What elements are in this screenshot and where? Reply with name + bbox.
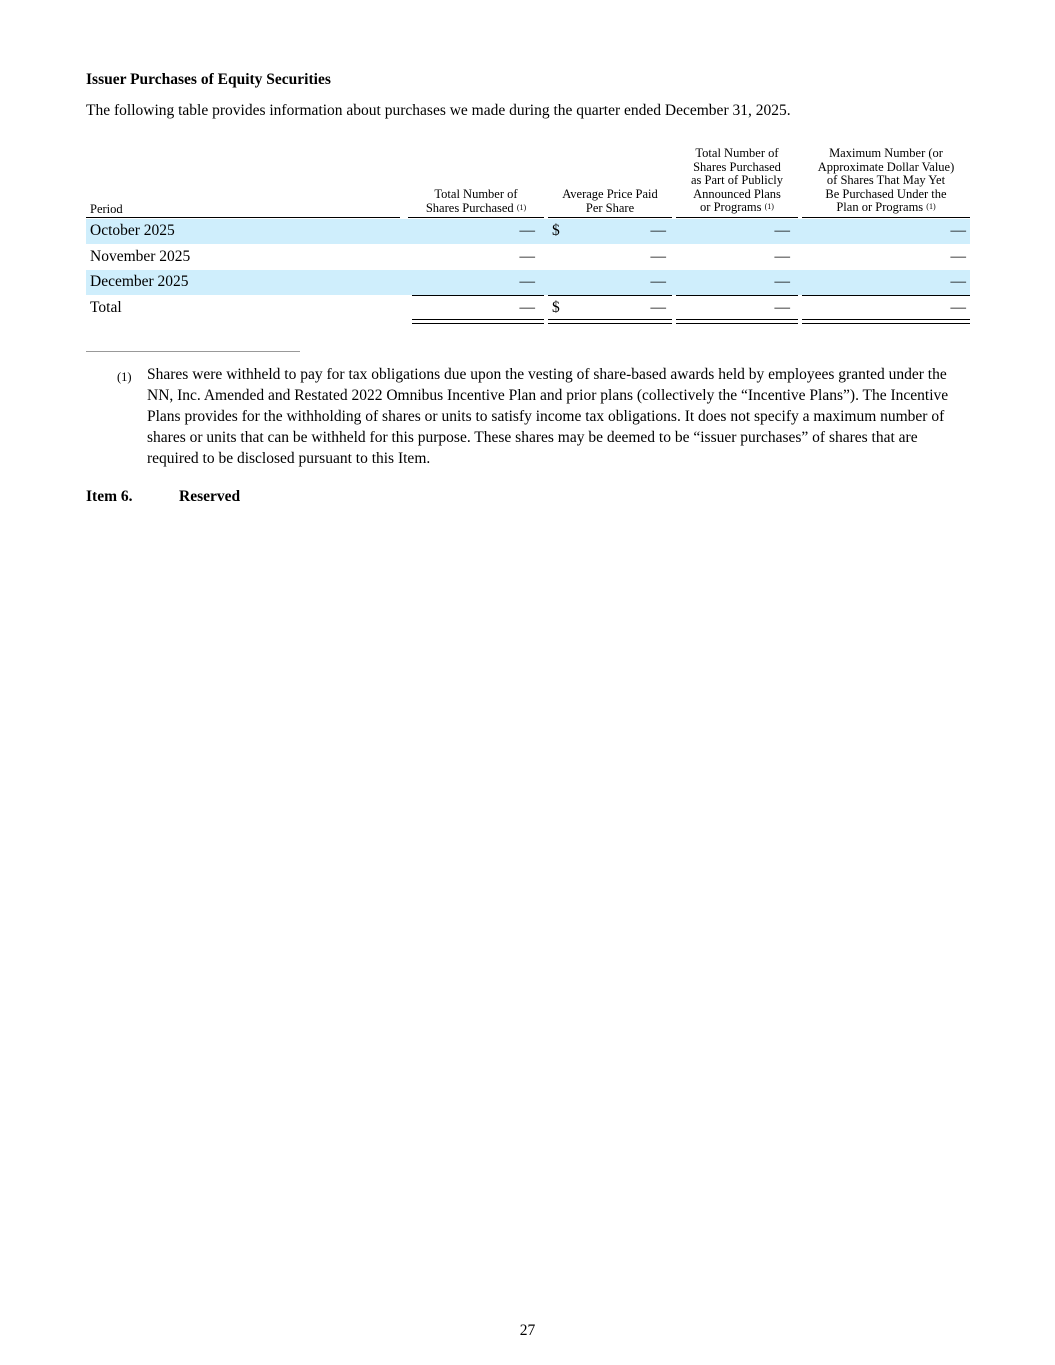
footnote-ref: (1) [926,202,936,211]
table-row [86,245,970,270]
cell-max-number: — [950,299,966,316]
section-heading: Issuer Purchases of Equity Securities [86,71,331,88]
cell-total-shares: — [519,273,535,290]
header-rule [802,217,970,218]
cell-public-plans: — [774,222,790,239]
header-rule [408,217,544,218]
header-rule [86,217,400,218]
table-row-total [86,296,970,321]
purchases-table [86,146,970,326]
row-period: October 2025 [90,222,175,239]
cell-avg-price: — [650,299,666,316]
total-double-rule [548,319,672,324]
item-title: Reserved [179,488,241,505]
cell-public-plans: — [774,248,790,265]
cell-total-shares: — [519,299,535,316]
cell-max-number: — [950,273,966,290]
header-rule [676,217,798,218]
cell-currency: $ [552,299,560,316]
header-period: Period [90,201,123,216]
cell-total-shares: — [519,222,535,239]
page-number: 27 [519,1322,536,1339]
cell-avg-price: — [650,222,666,239]
header-total-shares: Total Number of Shares Purchased $^{(1)}$ [425,187,527,215]
cell-total-shares: — [519,248,535,265]
footnote-separator [86,351,300,352]
header-max-number: Maximum Number (or Approximate Dollar Value) of Shares That May Yet Be Purchased Under the Plan or Programs $^{(1)}$ [817,146,955,214]
row-period: Total [90,299,122,316]
total-double-rule [676,319,798,324]
table-row [86,219,970,244]
cell-public-plans: — [774,273,790,290]
footnote-number: (1) [117,370,132,384]
cell-currency: $ [552,222,560,239]
cell-max-number: — [950,222,966,239]
cell-avg-price: — [650,273,666,290]
cell-max-number: — [950,248,966,265]
header-public-plans: Total Number of Shares Purchased as Part of Publicly Announced Plans or Programs $^{(1)}$ [690,146,783,214]
footnote-ref: (1) [764,202,774,211]
item6-heading [86,488,241,506]
footnote-text: Shares were withheld to pay for tax obligations due upon the vesting of share-based awards held by employees granted under the NN, Inc. Amended and Restated 2022 Omnibus Incentive Plan and prior plans (collectively the “Incentive Plans”). The Incentive Plans provides for the withholding of shares or units to satisfy income tax obligations. It does not specify a maximum number of shares or units that can be withheld for this purpose. These shares may be deemed to be “issuer purchases” of shares that are required to be disclosed pursuant to this Item. [147,366,949,467]
header-rule [548,217,672,218]
footnote-ref: (1) [516,202,527,212]
total-double-rule [802,319,970,324]
total-double-rule [412,319,544,324]
row-period: November 2025 [90,248,191,265]
item-number: Item 6. [86,488,133,505]
cell-public-plans: — [774,299,790,316]
cell-avg-price: — [650,248,666,265]
header-avg-price: Average Price Paid Per Share [562,187,658,215]
row-period: December 2025 [90,273,189,290]
intro-paragraph: The following table provides information about purchases we made during the quarter ended December 31, 2025. [86,102,791,119]
table-row [86,270,970,295]
